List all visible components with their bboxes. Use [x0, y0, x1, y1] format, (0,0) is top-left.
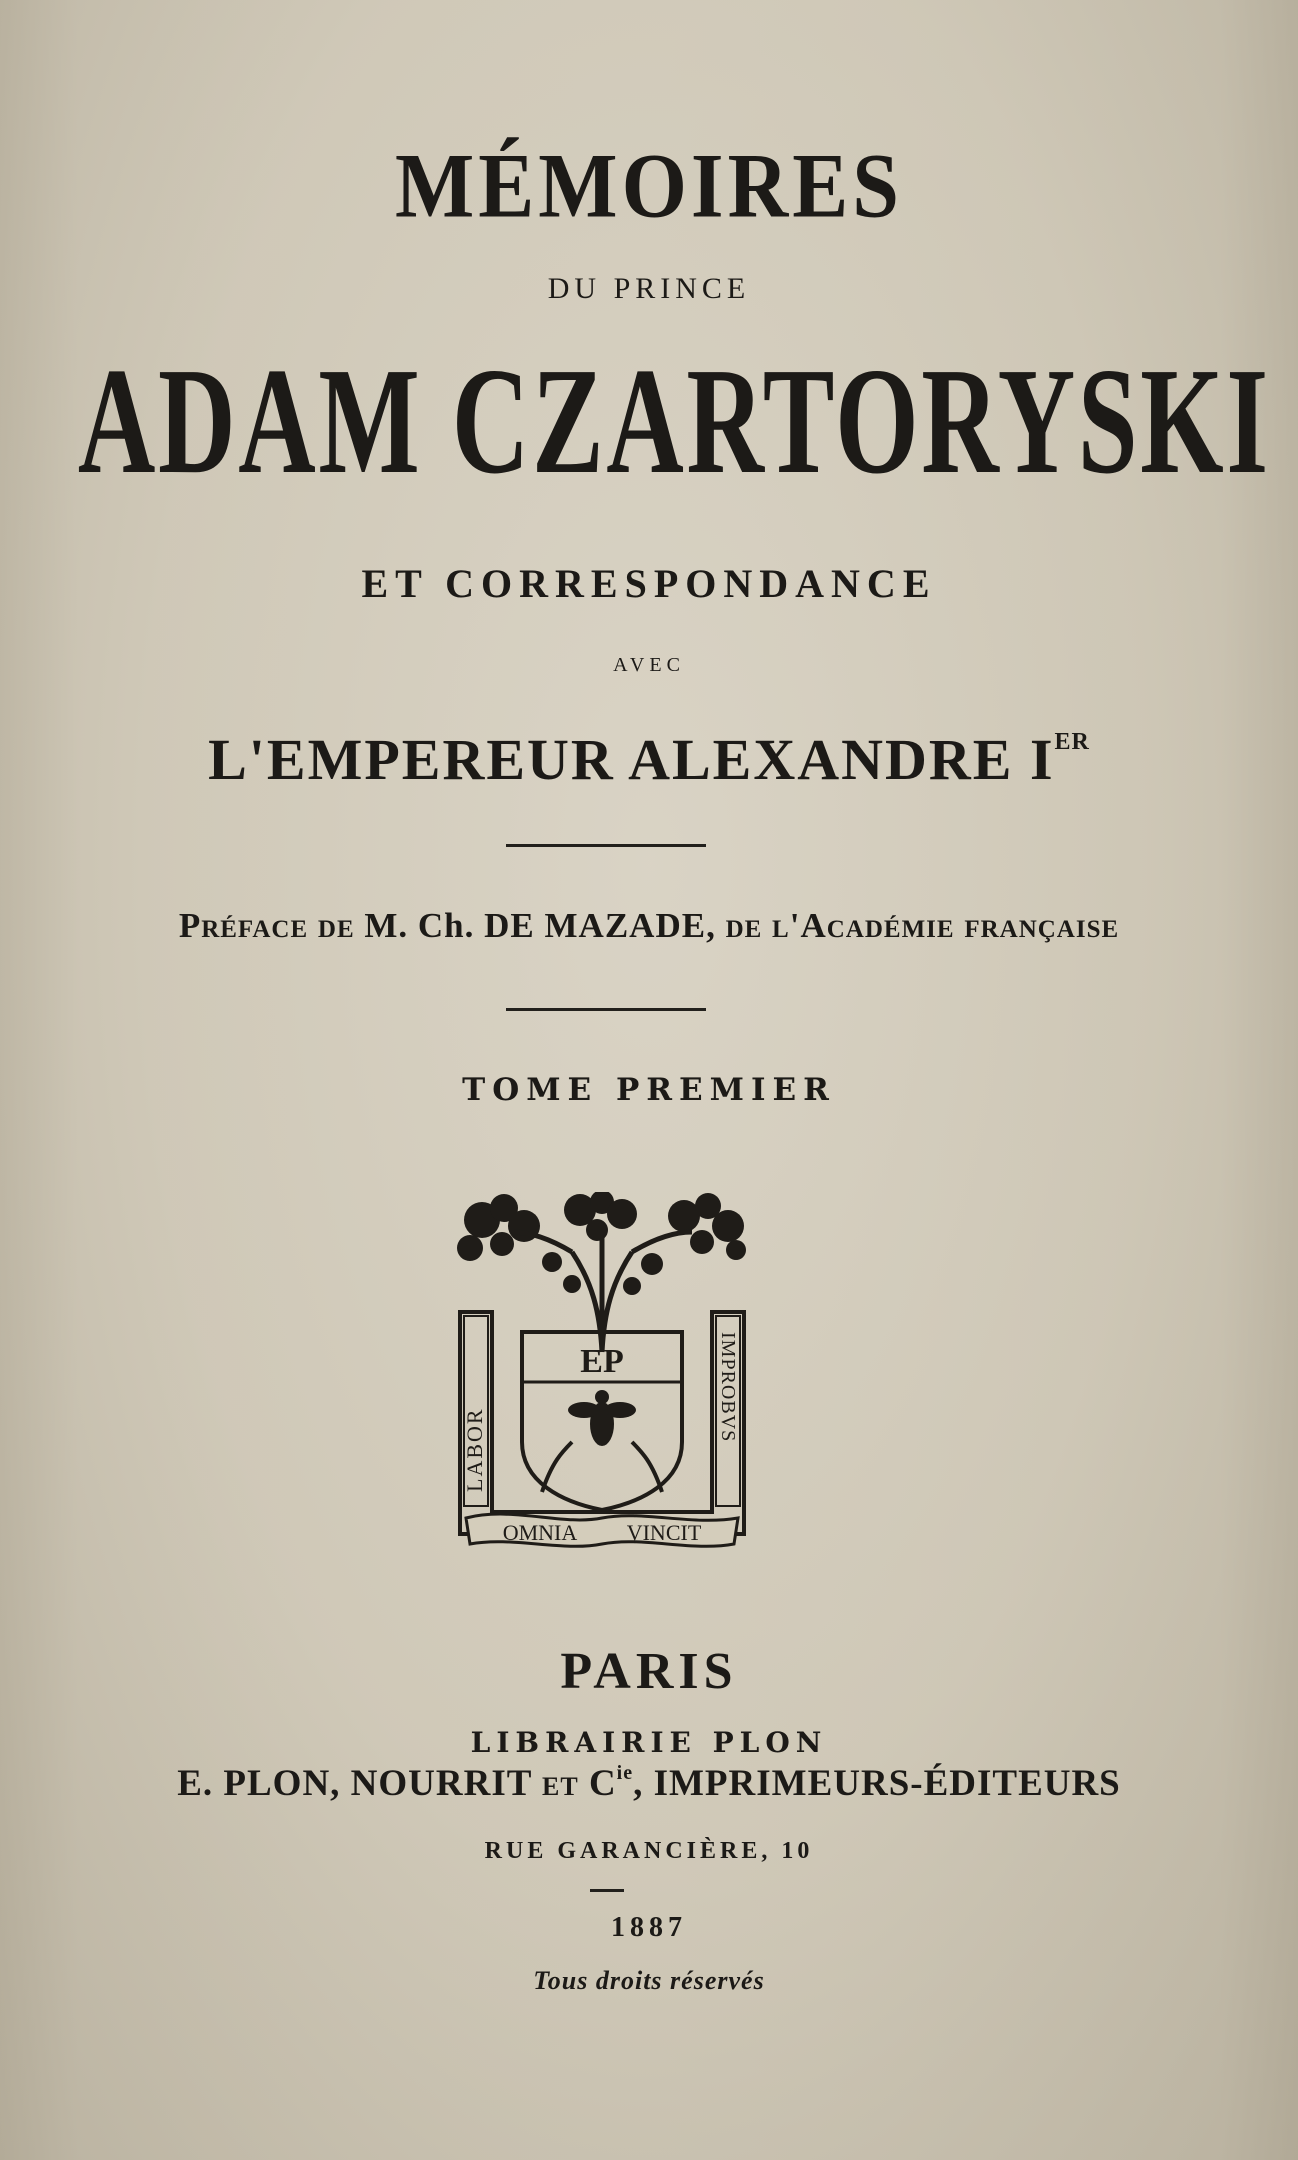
emperor-line: [0, 726, 1298, 793]
correspondance-line: ET CORRESPONDANCE: [361, 561, 937, 606]
printers-sup: ie: [616, 1762, 634, 1784]
book-title: MÉMOIRES: [394, 135, 904, 238]
author-name: ADAM CZARTORYSKI: [77, 337, 1271, 506]
emblem-left-motto: LABOR: [462, 1407, 487, 1492]
printers-part-1: E. PLON, NOURRIT: [177, 1763, 542, 1804]
rights-notice: Tous droits réservés: [533, 1966, 765, 1995]
emperor-name: L'EMPEREUR ALEXANDRE I: [208, 727, 1055, 792]
imprint-year: 1887: [611, 1912, 687, 1943]
printer-mark-emblem: [452, 1192, 752, 1568]
emblem-right-motto: IMPROBVS: [717, 1332, 739, 1443]
preface-part-1: Préface de: [178, 906, 365, 945]
imprint-city: PARIS: [560, 1643, 738, 1700]
emblem-bottom-right-motto: VINCIT: [626, 1520, 702, 1545]
imprint-printers: [0, 1762, 1298, 1805]
imprint-dash: [590, 1889, 624, 1892]
avec-line: AVEC: [613, 654, 685, 676]
preface-part-2: M. Ch. DE MAZADE,: [364, 906, 726, 945]
volume-label: TOME PREMIER: [462, 1072, 836, 1108]
printers-part-3: , IMPRIMEURS-ÉDITEURS: [633, 1763, 1121, 1804]
imprint-publisher: LIBRAIRIE PLON: [470, 1726, 828, 1759]
preface-line: [0, 906, 1298, 946]
preface-part-3: de l'Académie française: [725, 906, 1120, 945]
emblem-monogram: EP: [580, 1343, 624, 1380]
emblem-bottom-left-motto: OMNIA: [502, 1520, 578, 1545]
divider-rule-top: [506, 844, 706, 847]
printers-et: ET: [542, 1772, 579, 1801]
printers-part-2: C: [578, 1763, 617, 1804]
bee-icon: [568, 1390, 636, 1446]
subtitle-prefix: DU PRINCE: [547, 272, 751, 305]
divider-rule-bottom: [506, 1008, 706, 1011]
imprint-address: RUE GARANCIÈRE, 10: [484, 1838, 814, 1864]
emperor-suffix: ER: [1054, 729, 1090, 755]
